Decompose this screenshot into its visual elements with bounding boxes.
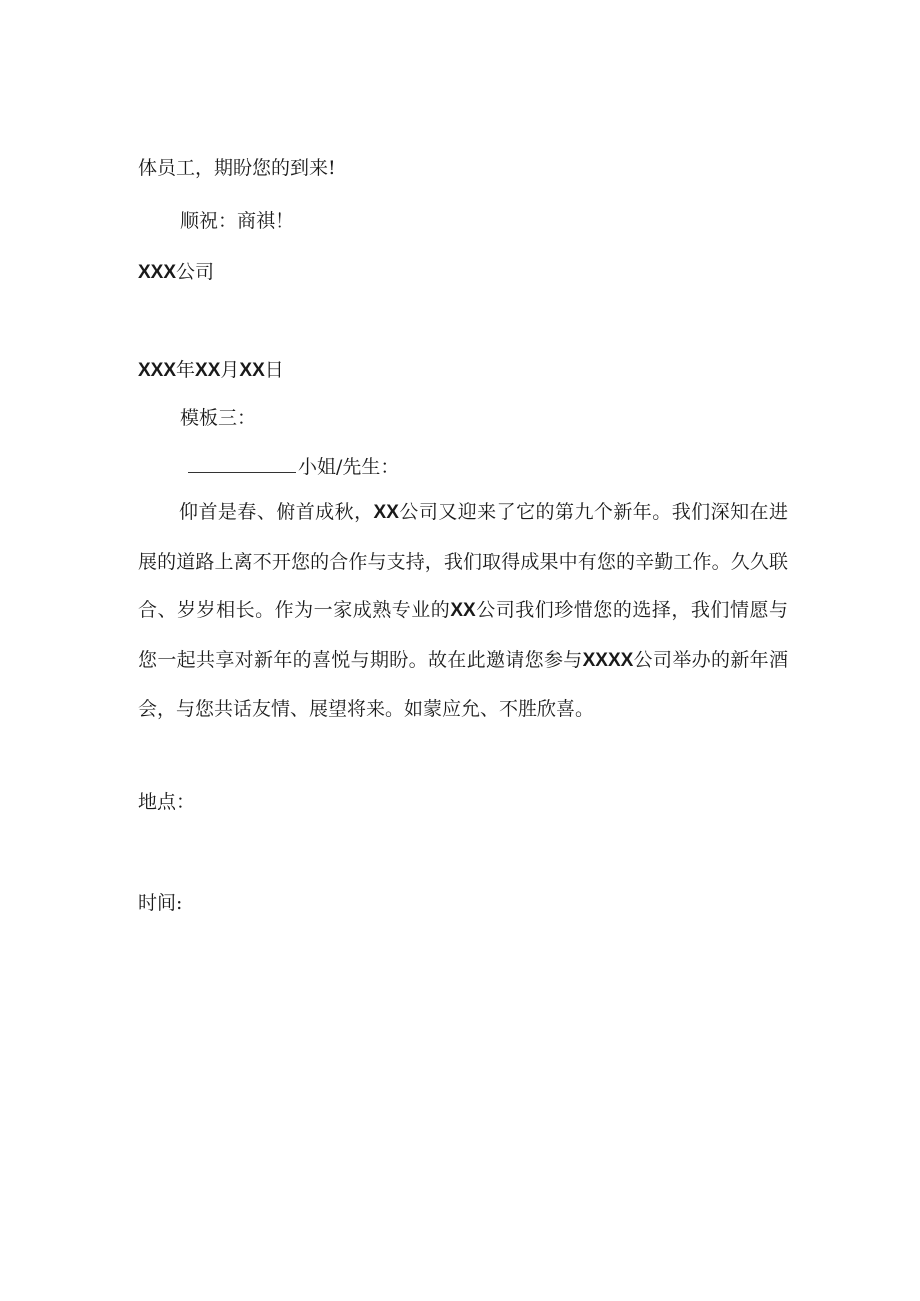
letter-line-ending: 体员工，期盼您的到来! xyxy=(138,157,336,179)
letter-date: XXX年XX月XX日 xyxy=(138,359,284,381)
company-signature: XXX公司 xyxy=(138,261,215,283)
location-label: 地点： xyxy=(138,791,196,813)
salutation-text: 小姐/先生： xyxy=(298,456,400,478)
invitation-body: 仰首是春、俯首成秋，XX公司又迎来了它的第九个新年。我们深知在进展的道路上离不开您的合作与支持，我们取得成果中有您的辛勤工作。久久联合、岁岁相长。作为一家成熟专业的XX公司我们珍惜您的选择，我们情愿与您一起共享对新年的喜悦与期盼。故在此邀请您参与XXXX公司举办的新年酒会，与您共话友情、展望将来。如蒙应允、不胜欣喜。 xyxy=(138,501,788,720)
time-label: 时间: xyxy=(138,892,183,914)
salutation-line xyxy=(188,454,399,479)
template-label: 模板三： xyxy=(180,407,257,429)
name-blank xyxy=(188,454,296,473)
closing-greeting: 顺祝：商祺！ xyxy=(180,210,295,232)
